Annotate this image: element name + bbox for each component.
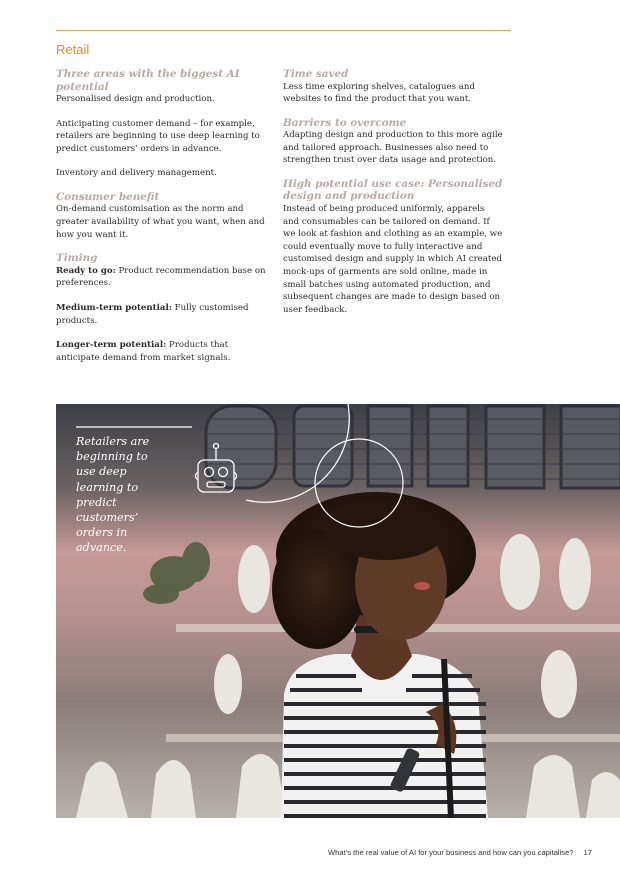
- top-rule: [56, 30, 511, 31]
- barriers-heading: Barriers to overcome: [283, 116, 407, 129]
- areas-heading: Three areas with the biggest AI potential: [56, 68, 240, 93]
- timing-ready: [56, 265, 268, 290]
- footer: [328, 848, 592, 857]
- timing-medium: [56, 302, 268, 327]
- timing-ready-text: Product recommendation base on preferences.: [56, 265, 266, 289]
- use-case-text: Instead of being produced uniformly, apparels and consumables can be tailored on demand. If we look at fashion and clothing as an example, we could eventually move to fully interactive and customised design and supply in which AI created mock-ups of garments are sold online, made in small batches using automated production, and subsequent changes are made to design based on user feedback.: [283, 203, 503, 315]
- left-column: [56, 68, 268, 364]
- timing-longer-text: Products that anticipate demand from market signals.: [56, 340, 231, 363]
- area-item-3: Inventory and delivery management.: [56, 168, 217, 179]
- timing-ready-label: Ready to go:: [56, 265, 116, 276]
- benefit-heading: Consumer benefit: [56, 190, 160, 203]
- section-title: Retail: [56, 42, 90, 57]
- footer-text: What’s the real value of AI for your business and how can you capitalise?: [328, 848, 574, 857]
- area-item-2: Anticipating customer demand – for example, retailers are beginning to use deep learning to predict customers’ orders in advance.: [56, 118, 260, 154]
- time-saved-text: Less time exploring shelves, catalogues and websites to find the product that you want.: [283, 81, 475, 105]
- use-case-heading: High potential use case: Personalised design and production: [283, 177, 503, 203]
- timing-longer-label: Longer-term potential:: [56, 340, 167, 351]
- timing-longer: [56, 339, 268, 364]
- timing-medium-label: Medium-term potential:: [56, 302, 172, 313]
- area-item-1: Personalised design and production.: [56, 94, 215, 104]
- time-saved-heading: Time saved: [283, 68, 349, 80]
- benefit-text: On-demand customisation as the norm and greater availability of what you want, when and how you want it.: [56, 204, 265, 240]
- pull-quote: Retailers are beginning to use deep learning to predict customers’ orders in advance.: [76, 435, 150, 555]
- timing-heading: Timing: [56, 252, 98, 265]
- timing-medium-text: Fully customised products.: [56, 302, 249, 326]
- right-column: [283, 68, 503, 316]
- page-number: 17: [583, 848, 592, 857]
- barriers-text: Adapting design and production to this more agile and tailored approach. Businesses also need to strengthen trust over data usage and protection.: [283, 130, 503, 166]
